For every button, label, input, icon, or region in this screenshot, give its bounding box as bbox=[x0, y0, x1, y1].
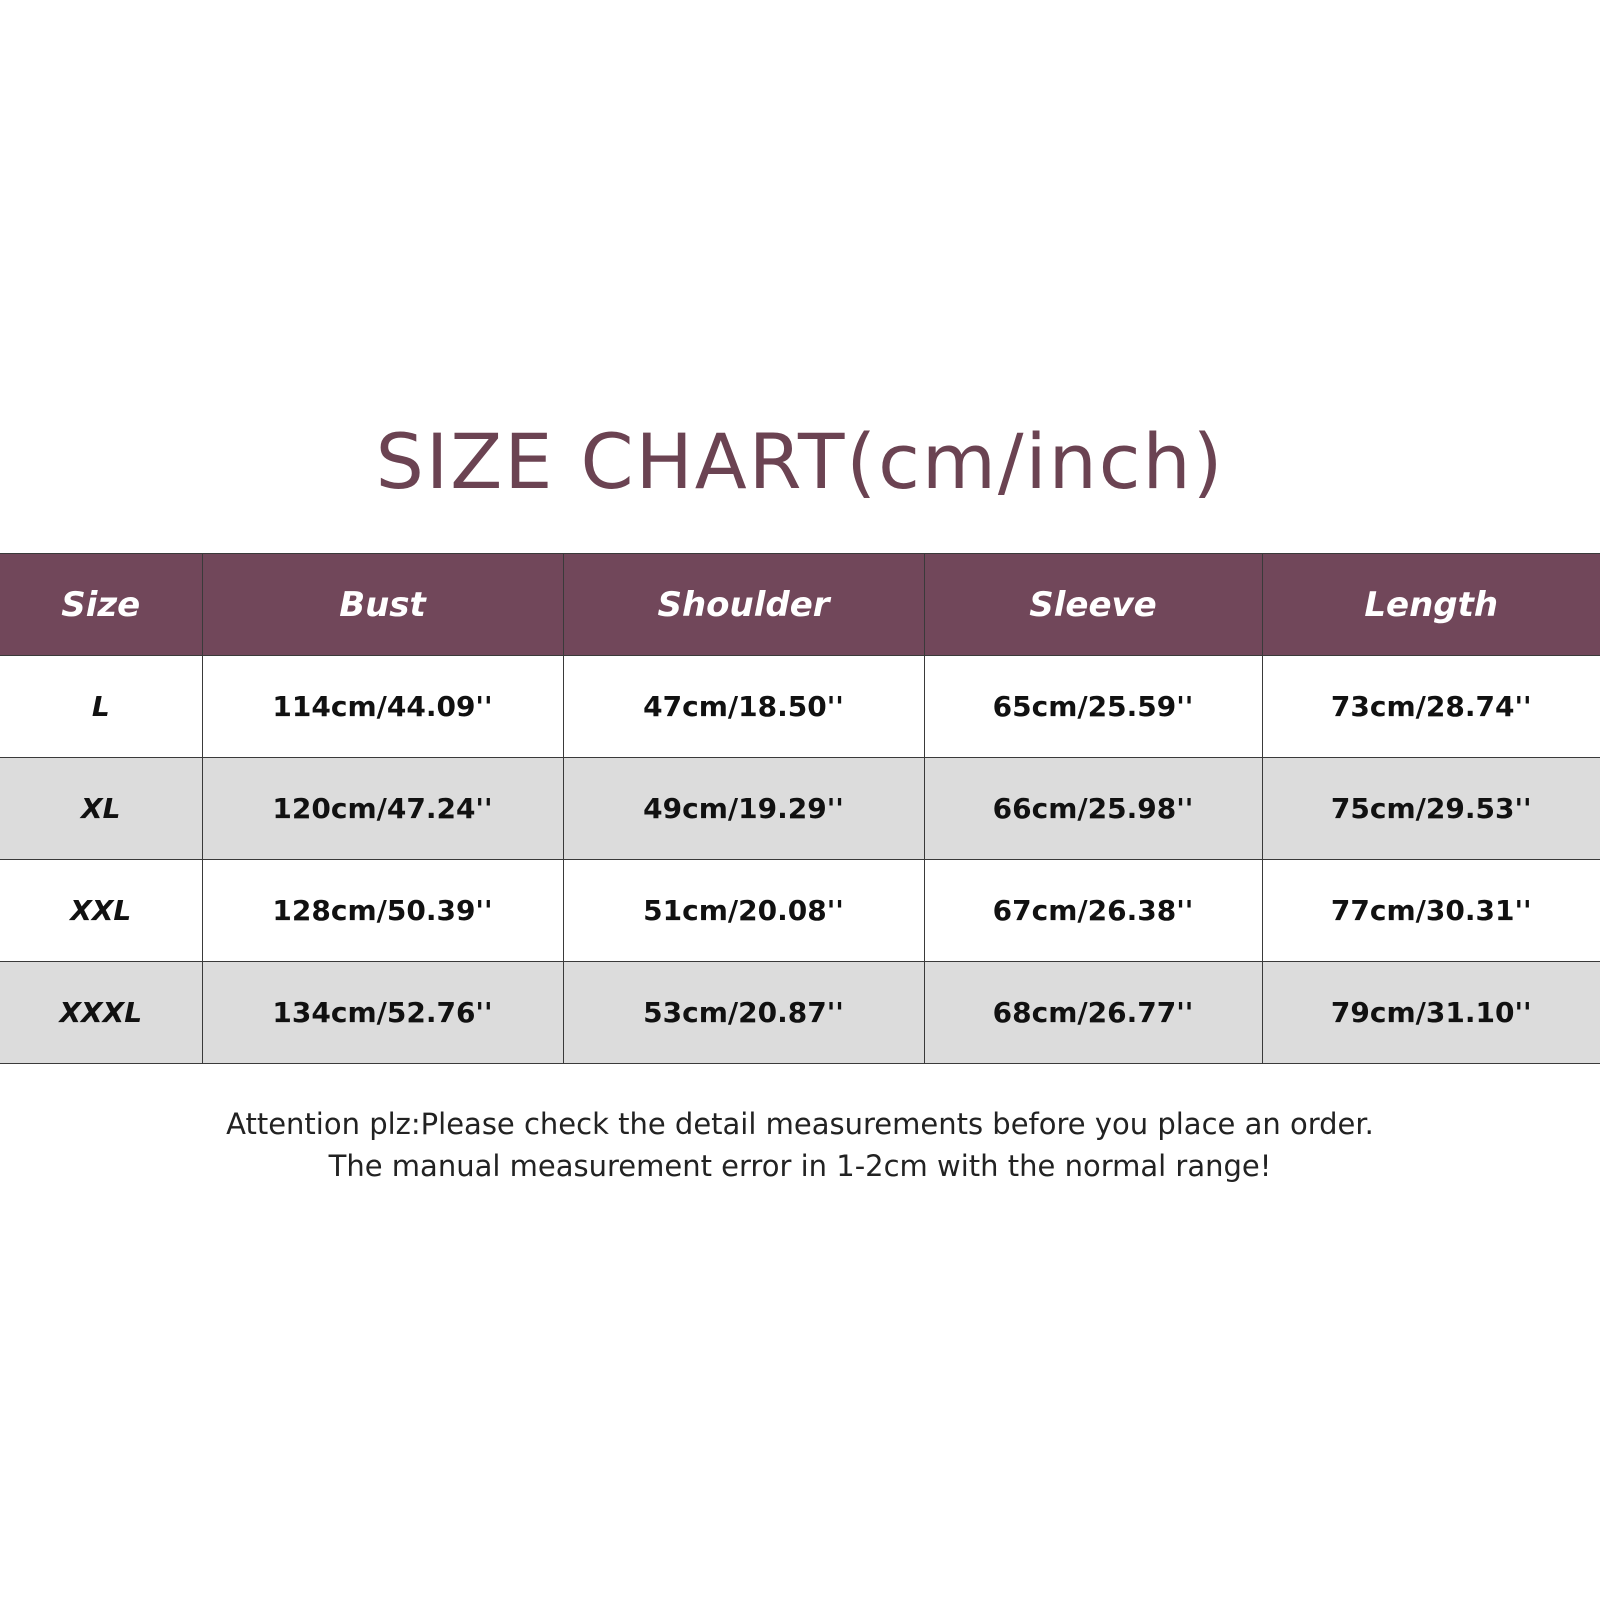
sleeve-cell: 66cm/25.98'' bbox=[924, 758, 1262, 860]
length-cell: 73cm/28.74'' bbox=[1262, 656, 1600, 758]
header-shoulder: Shoulder bbox=[563, 554, 924, 656]
table-row bbox=[0, 860, 1600, 962]
size-cell: XXXL bbox=[0, 962, 202, 1064]
shoulder-cell: 49cm/19.29'' bbox=[563, 758, 924, 860]
size-table bbox=[0, 553, 1600, 1064]
size-chart-title: SIZE CHART(cm/inch) bbox=[375, 417, 1225, 506]
header-length: Length bbox=[1262, 554, 1600, 656]
header-size: Size bbox=[0, 554, 202, 656]
length-cell: 79cm/31.10'' bbox=[1262, 962, 1600, 1064]
shoulder-cell: 47cm/18.50'' bbox=[563, 656, 924, 758]
size-cell: L bbox=[0, 656, 202, 758]
attention-note: Attention plz:Please check the detail measurements before you place an order. bbox=[226, 1107, 1374, 1141]
bust-cell: 128cm/50.39'' bbox=[202, 860, 563, 962]
bust-cell: 120cm/47.24'' bbox=[202, 758, 563, 860]
table-header-row bbox=[0, 554, 1600, 656]
sleeve-cell: 68cm/26.77'' bbox=[924, 962, 1262, 1064]
header-bust: Bust bbox=[202, 554, 563, 656]
size-cell: XXL bbox=[0, 860, 202, 962]
bust-cell: 114cm/44.09'' bbox=[202, 656, 563, 758]
length-cell: 75cm/29.53'' bbox=[1262, 758, 1600, 860]
table-row bbox=[0, 962, 1600, 1064]
shoulder-cell: 51cm/20.08'' bbox=[563, 860, 924, 962]
table-row bbox=[0, 656, 1600, 758]
size-cell: XL bbox=[0, 758, 202, 860]
sleeve-cell: 65cm/25.59'' bbox=[924, 656, 1262, 758]
length-cell: 77cm/30.31'' bbox=[1262, 860, 1600, 962]
header-sleeve: Sleeve bbox=[924, 554, 1262, 656]
table-row bbox=[0, 758, 1600, 860]
bust-cell: 134cm/52.76'' bbox=[202, 962, 563, 1064]
sleeve-cell: 67cm/26.38'' bbox=[924, 860, 1262, 962]
shoulder-cell: 53cm/20.87'' bbox=[563, 962, 924, 1064]
measurement-error-note: The manual measurement error in 1-2cm with the normal range! bbox=[328, 1149, 1272, 1183]
